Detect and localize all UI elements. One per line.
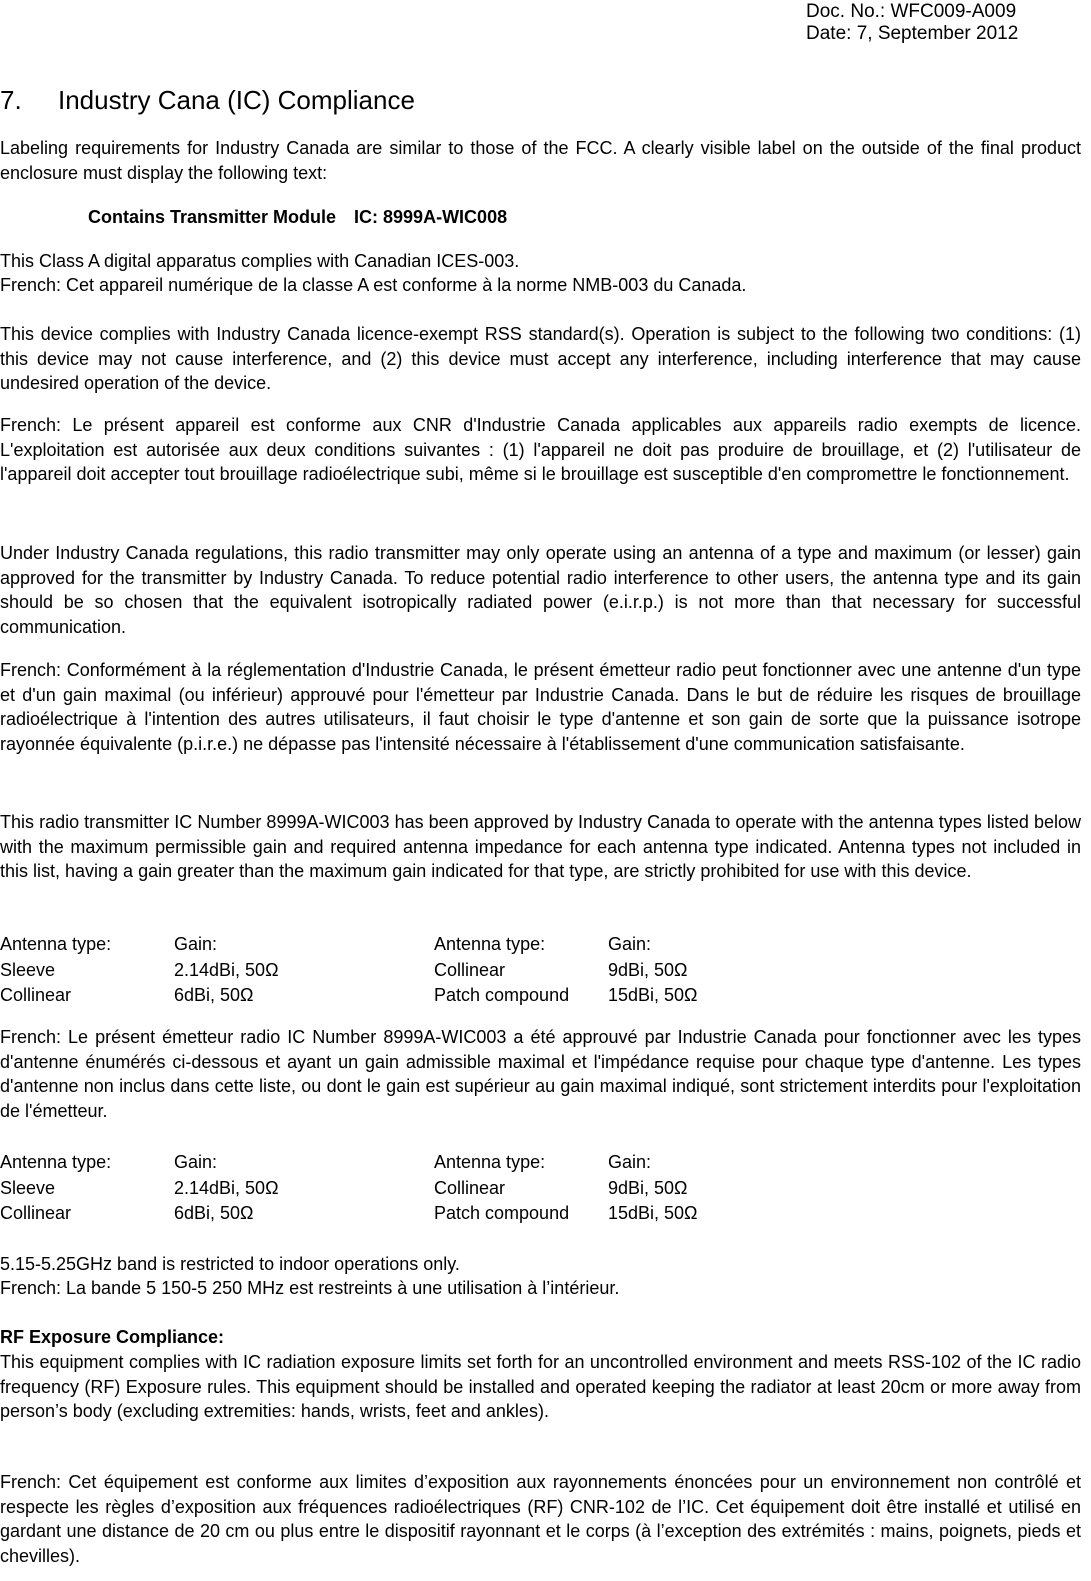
table-cell: 6dBi, 50Ω — [174, 985, 254, 1005]
section-title — [0, 84, 415, 116]
ices-english: This Class A digital apparatus complies with Canadian ICES-003. — [0, 251, 520, 271]
table-cell: Sleeve — [0, 1177, 56, 1198]
ices-french: French: Cet appareil numérique de la classe A est conforme à la norme NMB-003 du Canada. — [0, 275, 747, 295]
table-cell: Gain: — [608, 934, 652, 954]
table-row — [0, 1201, 1081, 1227]
doc-number: Doc. No.: WFC009-A009 — [806, 1, 1017, 22]
antenna-french-paragraph: French: Conformément à la réglementation d'Industrie Canada, le présent émetteur radio peut fonctionner avec une antenne d'un type et d'un gain maximal (ou inférieur) approuvé pour l'émetteur par Industrie Canada. Dans le but de réduire les risques de brouillage radioélectrique à l'intention des autres utilisateurs, il faut choisir le type d'antenne et son gain de sorte que la puissance isotrope rayonnée équivalente (p.i.r.e.) ne dépasse pas l'intensité nécessaire à l'établissement d'une communication satisfaisante. — [0, 660, 1081, 754]
table-cell: Antenna type: — [434, 1152, 546, 1172]
section-number: 7. — [0, 85, 22, 115]
table-cell: Collinear — [0, 985, 72, 1005]
approval-english-paragraph: This radio transmitter IC Number 8999A-WIC003 has been approved by Industry Canada to operate with the antenna types listed below with the maximum permissible gain and required antenna impedance for each antenna type indicated. Antenna types not included in this list, having a gain greater than the maximum gain indicated for that type, are strictly prohibited for use with this device. — [0, 812, 1081, 881]
table-cell: Antenna type: — [0, 934, 112, 954]
table-cell: Collinear — [434, 959, 506, 980]
table-cell: Sleeve — [0, 959, 56, 980]
table-cell: 9dBi, 50Ω — [608, 1177, 688, 1198]
table-cell: 6dBi, 50Ω — [174, 1203, 254, 1223]
rss-english-paragraph: This device complies with Industry Canada licence-exempt RSS standard(s). Operation is subject to the following two conditions: (1) this device may not cause interference, and (2) this device must accept any interference, including interference that may cause undesired operation of the device. — [0, 324, 1081, 393]
table-cell: Gain: — [174, 1152, 218, 1172]
approval-french-paragraph: French: Le présent émetteur radio IC Number 8999A-WIC003 a été approuvé par Industrie Canada pour fonctionner avec les types d'antenne énumérés ci-dessous et ayant un gain admissible maximal et l'impédance requise pour chaque type d'antenne. Les types d'antenne non inclus dans cette liste, ou dont le gain est supérieur au gain maximal indiqué, sont strictement interdits pour l'exploitation de l'émetteur. — [0, 1027, 1081, 1121]
table-cell: Antenna type: — [434, 934, 546, 954]
antenna-table-2 — [0, 1150, 1081, 1227]
table-row — [0, 983, 1081, 1009]
table-cell: 9dBi, 50Ω — [608, 959, 688, 980]
table-cell: 2.14dBi, 50Ω — [174, 1177, 279, 1198]
table-row — [0, 1176, 1081, 1202]
table-row — [0, 1150, 1081, 1176]
table-cell: 15dBi, 50Ω — [608, 1203, 698, 1223]
table-row — [0, 958, 1081, 984]
doc-date: Date: 7, September 2012 — [806, 23, 1019, 44]
band-english: 5.15-5.25GHz band is restricted to indoor operations only. — [0, 1254, 460, 1274]
rf-heading: RF Exposure Compliance: — [0, 1327, 225, 1347]
band-french: French: La bande 5 150-5 250 MHz est restreints à une utilisation à l’intérieur. — [0, 1278, 620, 1298]
rss-french-paragraph: French: Le présent appareil est conforme aux CNR d'Industrie Canada applicables aux appareils radio exempts de licence. L'exploitation est autorisée aux deux conditions suivantes : (1) l'appareil ne doit pas produire de brouillage, et (2) l'utilisateur de l'appareil doit accepter tout brouillage radioélectrique subi, même si le brouillage est susceptible d'en compromettre le fonctionnement. — [0, 415, 1081, 484]
table-cell: Gain: — [608, 1152, 652, 1172]
table-cell: 2.14dBi, 50Ω — [174, 959, 279, 980]
section-title-text: Industry Cana (IC) Compliance — [58, 85, 415, 115]
table-cell: Patch compound — [434, 985, 570, 1005]
rf-french-paragraph: French: Cet équipement est conforme aux limites d’exposition aux rayonnements énoncées pour un environnement non contrôlé et respecte les règles d’exposition aux fréquences radioélectriques (RF) CNR-102 de l’IC. Cet équipement doit être installé et utilisé en gardant une distance de 20 cm ou plus entre le dispositif rayonnant et le corps (à l’exception des extrémités : mains, poignets, pieds et chevilles). — [0, 1472, 1081, 1566]
label-ic: IC: 8999A-WIC008 — [354, 207, 508, 227]
table-cell: 15dBi, 50Ω — [608, 985, 698, 1005]
table-row — [0, 932, 1081, 958]
antenna-english-paragraph: Under Industry Canada regulations, this radio transmitter may only operate using an antenna of a type and maximum (or lesser) gain approved for the transmitter by Industry Canada. To reduce potential radio interference to other users, the antenna type and its gain should be so chosen that the equivalent isotropically radiated power (e.i.r.p.) is not more than that necessary for successful communication. — [0, 543, 1081, 637]
intro-paragraph: Labeling requirements for Industry Canada are similar to those of the FCC. A clearly visible label on the outside of the final product enclosure must display the following text: — [0, 138, 1081, 183]
antenna-table-1 — [0, 932, 1081, 1009]
rf-english-paragraph: This equipment complies with IC radiation exposure limits set forth for an uncontrolled environment and meets RSS-102 of the IC radio frequency (RF) Exposure rules. This equipment should be installed and operated keeping the radiator at least 20cm or more away from person’s body (excluding extremities: hands, wrists, feet and ankles). — [0, 1352, 1081, 1421]
table-cell: Antenna type: — [0, 1152, 112, 1172]
table-cell: Collinear — [0, 1203, 72, 1223]
label-text — [88, 205, 507, 229]
table-cell: Patch compound — [434, 1203, 570, 1223]
label-module: Contains Transmitter Module — [88, 207, 337, 227]
table-cell: Collinear — [434, 1177, 506, 1198]
table-cell: Gain: — [174, 934, 218, 954]
